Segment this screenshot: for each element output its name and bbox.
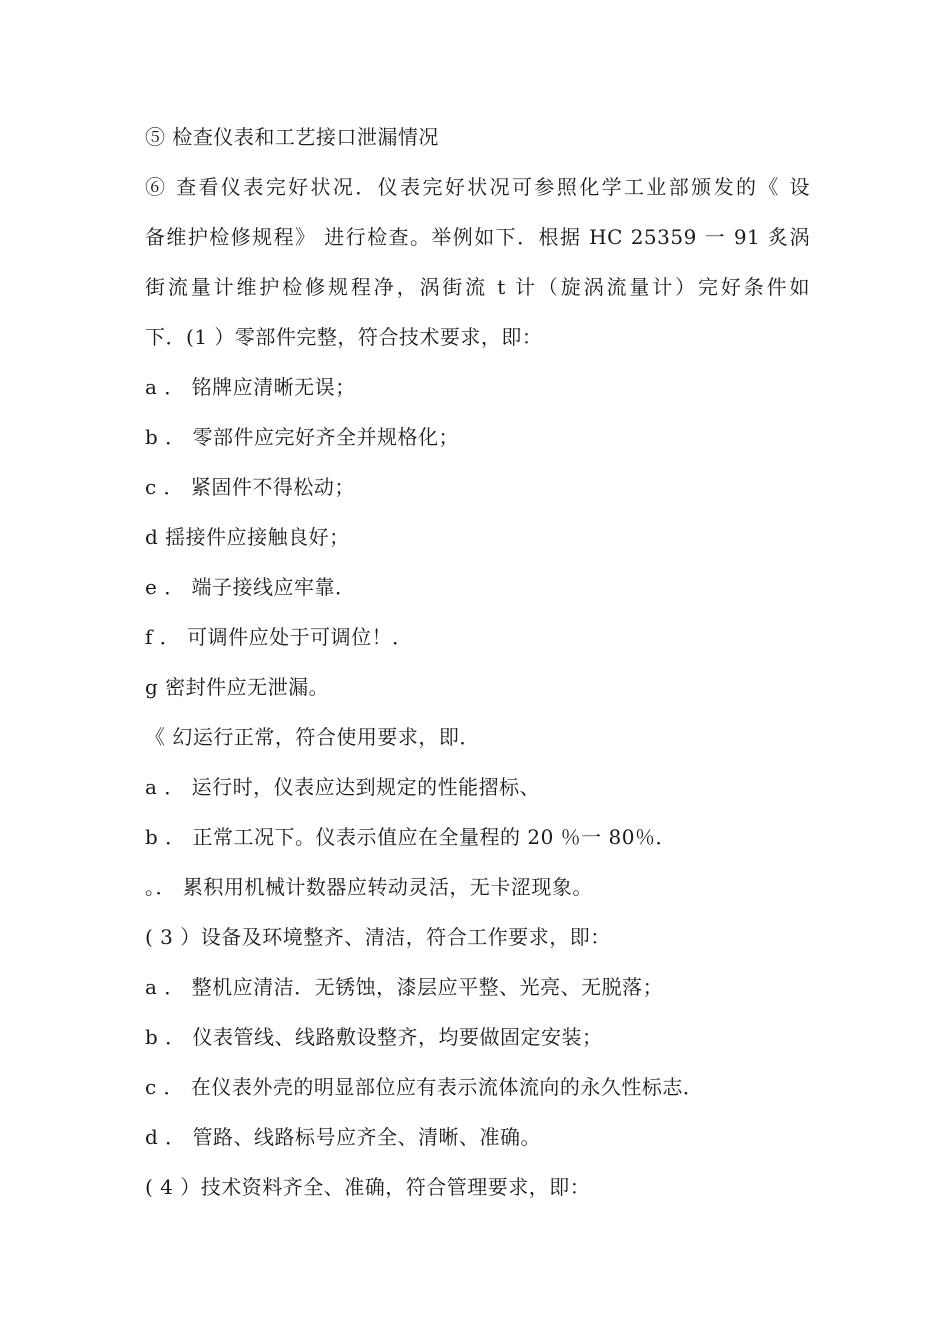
text-line: g 密封件应无泄漏。 bbox=[145, 675, 330, 699]
text-line: 街流量计维护检修规程净，涡街流 t 计（旋涡流量计）完好条件如 bbox=[145, 275, 810, 299]
text-line: ⑤ 检查仪表和工艺接口泄漏情况 bbox=[145, 125, 439, 149]
text-line: d ． 管路、线路标号应齐全、清晰、准确。 bbox=[145, 1125, 542, 1149]
text-line: 《 幻运行正常，符合使用要求，即． bbox=[145, 725, 480, 749]
text-line: c ． 在仪表外壳的明显部位应有表示流体流向的永久性标志． bbox=[145, 1075, 704, 1099]
text-line: ( 4 ）技术资料齐全、准确，符合管理要求，即： bbox=[145, 1175, 591, 1199]
text-line: c ． 紧固件不得松动； bbox=[145, 475, 355, 499]
text-line: f ． 可调件应处于可调位！． bbox=[145, 625, 413, 649]
text-line: a ． 运行时，仪表应达到规定的性能摺标、 bbox=[145, 775, 541, 799]
text-line: ( 3 ）设备及环境整齐、清洁，符合工作要求，即： bbox=[145, 925, 611, 949]
text-line: e ． 端子接线应牢靠． bbox=[145, 575, 356, 599]
text-line: b ． 正常工况下。仪表示值应在全量程的 20 ％一 80％． bbox=[145, 825, 676, 849]
text-line: d 揺接件应接触良好； bbox=[145, 525, 350, 549]
text-line: 下．(1 ）零部件完整，符合技术要求，即： bbox=[145, 325, 543, 349]
text-line: ⑥ 查看仪表完好状况．仪表完好状况可参照化学工业部颁发的《 设 bbox=[145, 175, 810, 199]
text-line: b ． 零部件应完好齐全并规格化； bbox=[145, 425, 460, 449]
text-line: 备维护检修规程》 进行检查。举例如下．根据 HC 25359 一 91 炙涡 bbox=[145, 225, 810, 249]
text-line: b ． 仪表管线、线路敷设整齐，均要做固定安装； bbox=[145, 1025, 603, 1049]
text-line: a ． 整机应清洁．无锈蚀，漆层应平整、光亮、无脱落； bbox=[145, 975, 664, 999]
text-line: a ． 铭牌应清晰无误； bbox=[145, 375, 356, 399]
text-line: 。． 累积用机械计数器应转动灵活，无卡涩现象。 bbox=[145, 875, 593, 899]
document-body bbox=[145, 112, 810, 1212]
